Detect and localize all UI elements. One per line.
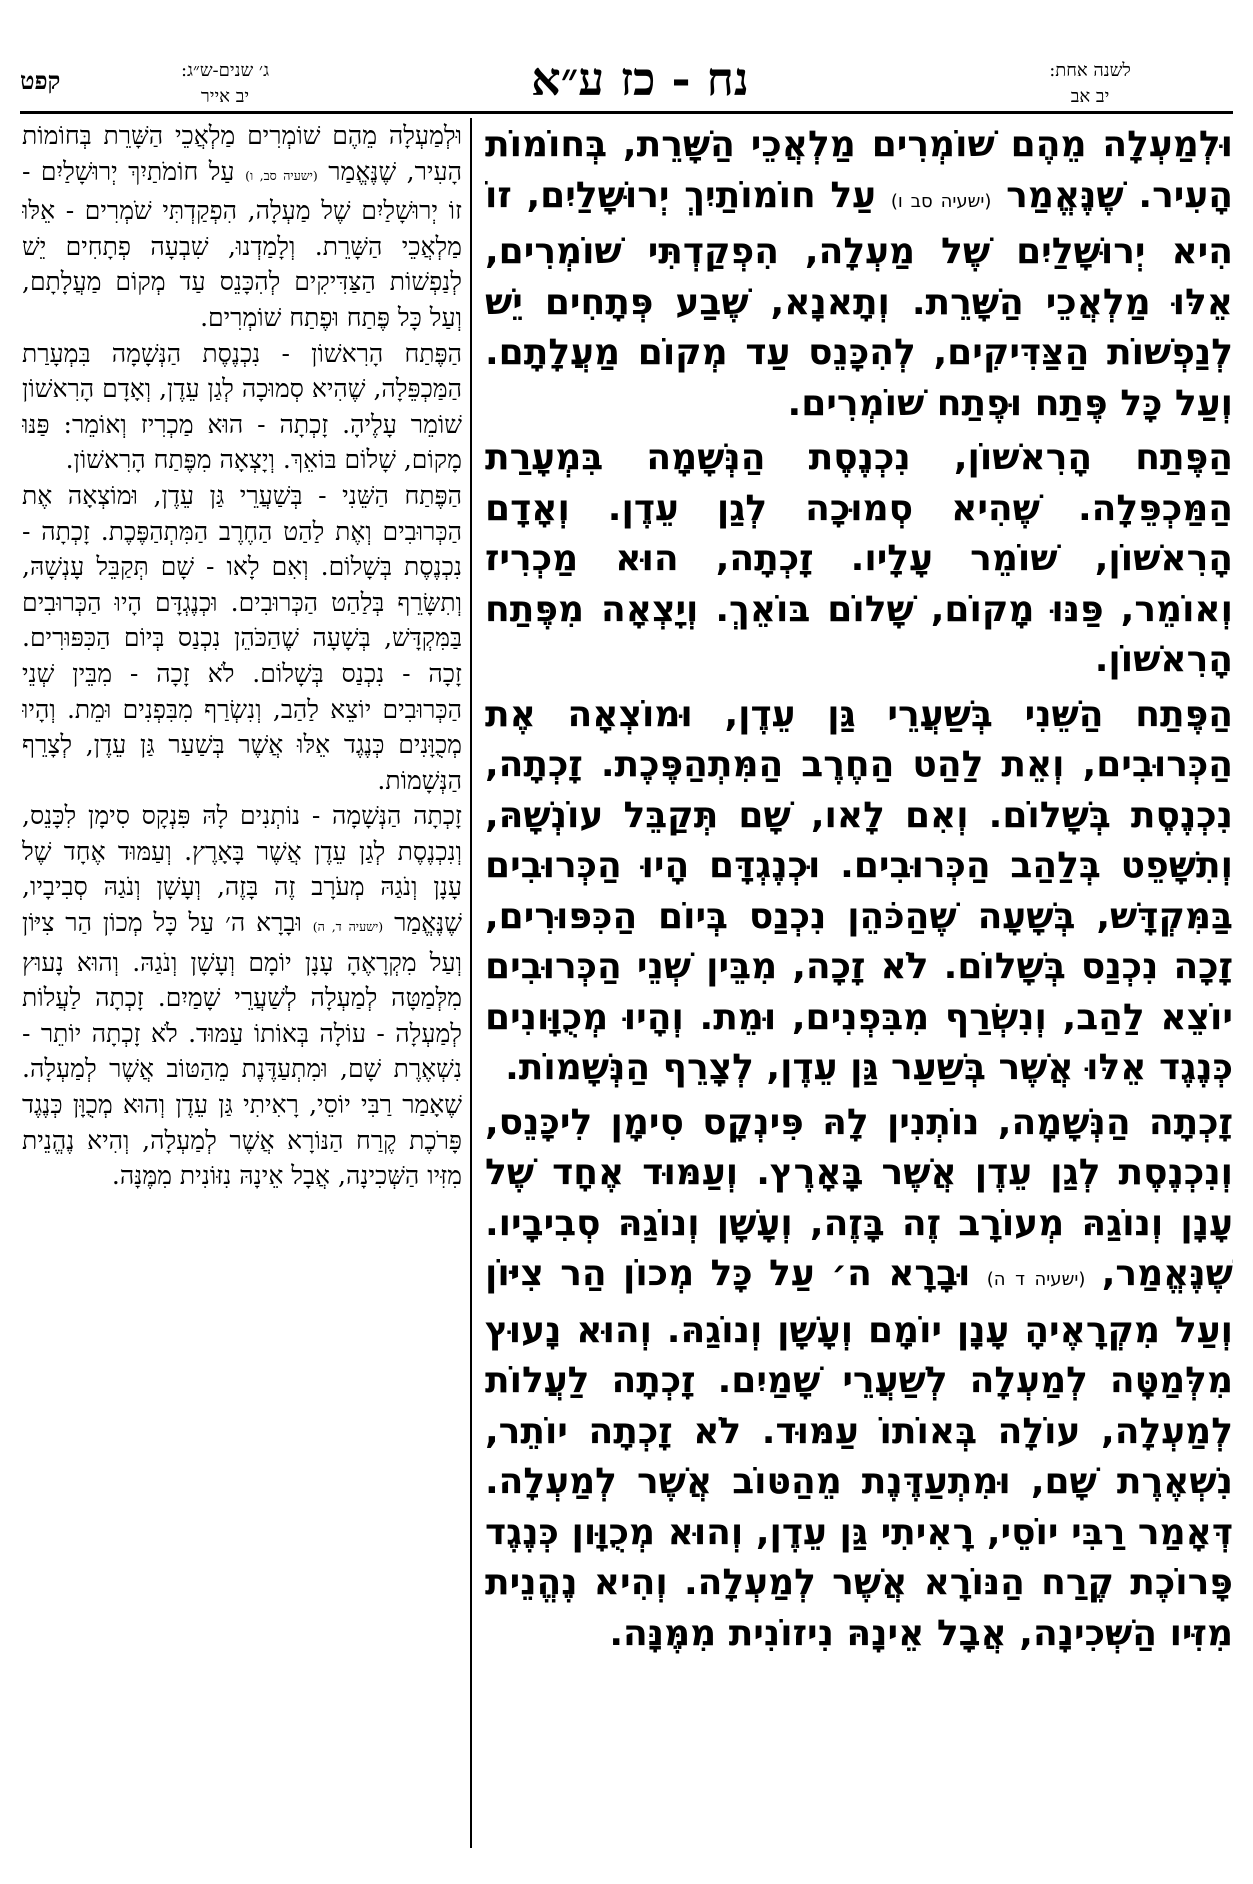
main-paragraph-4-continued: וּבָרָא ה׳ עַל כָּל מְכוֹן הַר צִיּוֹן וְעַל מִקְרָאֶיהָ עָנָן יוֹמָם וְעָשָׁן וְנוֹגַהּ. וְהוּא נָעוּץ מִלְּמַטָּה לְמַעְלָה לְשַׁעֲרֵי שָׁמַיִם. זָכְתָה לַעֲלוֹת לְמַעְלָה, עוֹלָה בְּאוֹתוֹ עַמּוּד. לֹא זָכְתָה יוֹתֵר, נִשְׁאֶרֶת שָׁם, וּמִתְעַדֶּנֶת מֵהַטּוֹב אֲשֶׁר לְמַעְלָה. דְּאָמַר רַבִּי יוֹסֵי, רָאִיתִי גַּן עֵדֶן, וְהוּא מְכֻוָּון כְּנֶגֶד פָּרוֹכֶת קֶרַח הַנּוֹרָא אֲשֶׁר לְמַעְלָה. וְהִיא נֶהֱנֵית מִזִּיו הַשְּׁכִינָה, אֲבָל אֵינָהּ נִיזוֹנִית מִמֶּנָּה. [485, 1253, 1233, 1654]
page-header [0, 0, 1253, 110]
main-paragraph-4 [485, 1098, 1233, 1660]
one-year-schedule-date: יב אב [1070, 86, 1110, 107]
one-year-schedule-label: לשנה אחת: [1049, 60, 1131, 81]
side-verse-reference-1: (ישעיה סב, ו) [245, 167, 318, 183]
main-verse-reference-2: (ישעיה ד ה) [986, 1269, 1086, 1290]
side-paragraph-1-text: וּלְמַעְלָה מֵהֶם שׁוֹמְרִים מַלְאֲכֵי הַשָּׁרֵת בְּחוֹמוֹת הָעִיר, שֶׁנֶּאֱמַר [22, 121, 462, 186]
main-paragraph-1 [485, 120, 1233, 429]
main-paragraph-2: הַפֶּתַח הָרִאשׁוֹן, נִכְנֶסֶת הַנְּשָׁמָה בִּמְעָרַת הַמַּכְפֵּלָה. שֶׁהִיא סְמוּכָה לְגַן עֵדֶן. וְאָדָם הָרִאשׁוֹן, שׁוֹמֵר עָלָיו. זָכְתָה, הוּא מַכְרִיז וְאוֹמֵר, פַּנּוּ מָקוֹם, שָׁלוֹם בּוֹאֵךְ. וְיָצְאָה מִפֶּתַח הָרִאשׁוֹן. [485, 437, 1233, 680]
page-title: נח - כז ע״א [531, 52, 749, 106]
side-paragraph-4-text: זָכְתָה הַנְּשָׁמָה - נוֹתְנִים לָהּ פִּנְקָס סִימָן לִכָּנֵס, וְנִכְנֶסֶת לְגַן עֵדֶן אֲשֶׁר בָּאָרֶץ. וְעַמּוּד אֶחָד שֶׁל עָנָן וְנֹגַהּ מְעֹרָב זֶה בָּזֶה, וְעָשָׁן וְנֹגַהּ סְבִיבָיו, שֶׁנֶּאֱמַר [22, 801, 462, 938]
three-year-schedule-date: יב אייר [200, 86, 250, 107]
side-paragraph-4 [22, 798, 462, 1194]
column-divider [470, 118, 472, 1848]
main-paragraph-1-text: וּלְמַעְלָה מֵהֶם שׁוֹמְרִים מַלְאֲכֵי הַשָּׁרֵת, בְּחוֹמוֹת הָעִיר. שֶׁנֶּאֱמַר [485, 124, 1233, 216]
main-paragraph-4-text: זָכְתָה הַנְּשָׁמָה, נוֹתְנִין לָהּ פִּינְקָס סִימָן לִיכָּנֵס, וְנִכְנֶסֶת לְגַן עֵדֶן אֲשֶׁר בָּאָרֶץ. וְעַמּוּד אֶחָד שֶׁל עָנָן וְנוֹגַהּ מְעוֹרָב זֶה בָּזֶה, וְעָשָׁן וְנוֹגַהּ סְבִיבָיו. שֶׁנֶּאֱמַר, [485, 1101, 1233, 1294]
header-divider [20, 111, 1233, 114]
side-verse-reference-2: (ישעיה ד, ה) [312, 919, 384, 935]
side-paragraph-1 [22, 118, 462, 336]
main-text-column [485, 120, 1233, 1860]
main-verse-reference-1: (ישעיה סב ו) [890, 190, 992, 212]
side-paragraph-4-continued: וּבָרָא ה׳ עַל כָּל מְכוֹן הַר צִיּוֹן וְעַל מִקְרָאֶהָ עָנָן יוֹמָם וְעָשָׁן וְנֹגַהּ. וְהוּא נָעוּץ מִלְּמַטָּה לְמַעְלָה לְשַׁעֲרֵי שָׁמַיִם. זָכְתָה לַעֲלוֹת לְמַעְלָה - עוֹלָה בְּאוֹתוֹ עַמּוּד. לֹא זָכְתָה יוֹתֵר - נִשְׁאֶרֶת שָׁם, וּמִתְעַדֶּנֶת מֵהַטּוֹב אֲשֶׁר לְמַעְלָה. שֶׁאָמַר רַבִּי יוֹסֵי, רָאִיתִי גַּן עֵדֶן וְהוּא מְכֻוָּן כְּנֶגֶד פָּרֹכֶת קֶרַח הַנּוֹרָא אֲשֶׁר לְמַעְלָה, וְהִיא נֶהֱנֵית מִזִּיו הַשְּׁכִינָה, אֲבָל אֵינָהּ נִזּוֹנִית מִמֶּנָּה. [22, 908, 462, 1191]
one-year-schedule [990, 58, 1190, 110]
side-paragraph-3: הַפֶּתַח הַשֵּׁנִי - בְּשַׁעֲרֵי גַּן עֵדֶן, וּמוֹצְאָה אֶת הַכְּרוּבִים וְאֶת לַהַט הַחֶרֶב הַמִּתְהַפֶּכֶת. זָכְתָה - נִכְנֶסֶת בְּשָׁלוֹם. וְאִם לָאו - שָׁם תְּקַבֵּל עָנְשָׁהּ, וְתִשָּׂרֵף בְּלַהַט הַכְּרוּבִים. וּכְנֶגְדָּם הָיוּ הַכְּרוּבִים בַּמִּקְדָּשׁ, בְּשָׁעָה שֶׁהַכֹּהֵן נִכְנַס בְּיוֹם הַכִּפּוּרִים. זָכָה - נִכְנַס בְּשָׁלוֹם. לֹא זָכָה - מִבֵּין שְׁנֵי הַכְּרוּבִים יוֹצֵא לַהַב, וְנִשְׂרַף מִבִּפְנִים וּמֵת. וְהָיוּ מְכֻוָּנִים כְּנֶגֶד אֵלּוּ אֲשֶׁר בְּשַׁעַר גַּן עֵדֶן, לְצָרֵף הַנְּשָׁמוֹת. [22, 480, 462, 795]
commentary-column [22, 118, 462, 1858]
main-paragraph-1-continued: עַל חוֹמוֹתַיִךְ יְרוּשָׁלַיִם, זוֹ הִיא יְרוּשָׁלַיִם שֶׁל מַעְלָה, הִפְקַדְתִּי שׁוֹמְרִים, אֵלּוּ מַלְאֲכֵי הַשָּׁרֵת. וְתָאנָא, שֶׁבַע פְּתָחִים יֵשׁ לְנַפְשׁוֹת הַצַּדִּיקִים, לְהִכָּנֵס עַד מְקוֹם מַעֲלָתָם. וְעַל כָּל פֶּתַח וּפֶתַח שׁוֹמְרִים. [485, 174, 1233, 424]
side-paragraph-1-continued: עַל חוֹמֹתַיִךְ יְרוּשָׁלַיִם - זוֹ יְרוּשָׁלַיִם שֶׁל מַעְלָה, הִפְקַדְתִּי שֹׁמְרִים - אֵלּוּ מַלְאֲכֵי הַשָּׁרֵת. וְלָמַדְנוּ, שִׁבְעָה פְתָחִים יֵשׁ לְנַפְשׁוֹת הַצַּדִּיקִים לְהִכָּנֵס עַד מְקוֹם מַעֲלָתָם, וְעַל כָּל פֶּתַח וּפֶתַח שׁוֹמְרִים. [22, 156, 462, 332]
three-year-schedule-label: ג׳ שנים-ש״ג: [180, 60, 270, 81]
page-number: קפט [20, 66, 61, 95]
side-paragraph-2: הַפֶּתַח הָרִאשׁוֹן - נִכְנֶסֶת הַנְּשָׁמָה בִּמְעָרַת הַמַּכְפֵּלָה, שֶׁהִיא סְמוּכָה לְגַן עֵדֶן, וְאָדָם הָרִאשׁוֹן שׁוֹמֵר עָלֶיהָ. זָכְתָה - הוּא מַכְרִיז וְאוֹמֵר: פַּנּוּ מָקוֹם, שָׁלוֹם בּוֹאֵךְ. וְיָצְאָה מִפֶּתַח הָרִאשׁוֹן. [22, 338, 462, 475]
main-paragraph-3: הַפֶּתַח הַשֵּׁנִי בְּשַׁעֲרֵי גַּן עֵדֶן, וּמוֹצְאָה אֶת הַכְּרוּבִים, וְאֵת לַהַט הַחֶרֶב הַמִּתְהַפֶּכֶת. זָכְתָה, נִכְנֶסֶת בְּשָׁלוֹם. וְאִם לָאו, שָׁם תְּקַבֵּל עוֹנְשָׁהּ, וְתִשָּׁפֵט בְּלַהַב הַכְּרוּבִים. וּכְנֶגְדָּם הָיוּ הַכְּרוּבִים בַּמִּקְדָּשׁ, בְּשָׁעָה שֶׁהַכֹּהֵן נִכְנַס בְּיוֹם הַכִּפּוּרִים, זָכָה נִכְנַס בְּשָׁלוֹם. לֹא זָכָה, מִבֵּין שְׁנֵי הַכְּרוּבִים יוֹצֵא לַהַב, וְנִשְׂרַף מִבִּפְנִים, וּמֵת. וְהָיוּ מְכֻוָּונִים כְּנֶגֶד אֵלּוּ אֲשֶׁר בְּשַׁעַר גַּן עֵדֶן, לְצָרֵף הַנְּשָׁמוֹת. [485, 693, 1233, 1088]
three-year-schedule [130, 58, 320, 110]
